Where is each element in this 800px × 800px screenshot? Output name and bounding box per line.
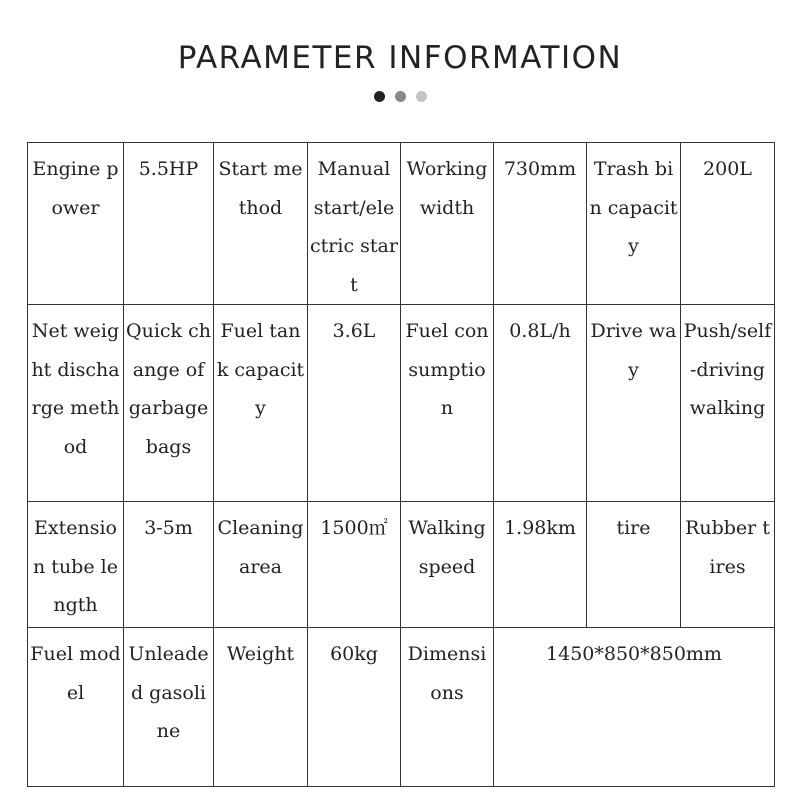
table-row [28, 502, 775, 628]
cell-working-width-label: Working width [401, 143, 494, 305]
cell-extension-tube-length-label: Extension tube length [28, 502, 124, 628]
cell-walking-speed-value: 1.98km [494, 502, 587, 628]
cell-cleaning-area-value: 1500㎡ [308, 502, 401, 628]
table-row [28, 628, 775, 787]
cell-walking-speed-label: Walking speed [401, 502, 494, 628]
cell-fuel-tank-capacity-label: Fuel tank capacity [214, 305, 308, 502]
page-title: PARAMETER INFORMATION [177, 40, 623, 76]
cell-extension-tube-length-value: 3-5m [124, 502, 214, 628]
cell-fuel-model-label: Fuel model [28, 628, 124, 787]
carousel-indicator [0, 91, 800, 102]
table-row [28, 305, 775, 502]
cell-trash-bin-capacity-value: 200L [681, 143, 775, 305]
cell-weight-value: 60kg [308, 628, 401, 787]
carousel-dot-2[interactable] [395, 91, 406, 102]
cell-start-method-label: Start method [214, 143, 308, 305]
cell-dimensions-label: Dimensions [401, 628, 494, 787]
table-row [28, 143, 775, 305]
cell-weight-label: Weight [214, 628, 308, 787]
cell-tire-label: tire [587, 502, 681, 628]
cell-drive-way-value: Push/self-driving walking [681, 305, 775, 502]
carousel-dot-3[interactable] [416, 91, 427, 102]
cell-fuel-consumption-label: Fuel consumption [401, 305, 494, 502]
cell-dimensions-value: 1450*850*850mm [494, 628, 775, 787]
cell-working-width-value: 730mm [494, 143, 587, 305]
cell-start-method-value: Manual start/electric start [308, 143, 401, 305]
cell-trash-bin-capacity-label: Trash bin capacity [587, 143, 681, 305]
cell-engine-power-value: 5.5HP [124, 143, 214, 305]
cell-engine-power-label: Engine power [28, 143, 124, 305]
cell-discharge-method-value: Quick change of garbage bags [124, 305, 214, 502]
cell-tire-value: Rubber tires [681, 502, 775, 628]
parameter-table [27, 142, 775, 787]
cell-cleaning-area-label: Cleaning area [214, 502, 308, 628]
cell-drive-way-label: Drive way [587, 305, 681, 502]
carousel-dot-1[interactable] [374, 91, 385, 102]
cell-fuel-model-value: Unleaded gasoline [124, 628, 214, 787]
cell-fuel-tank-capacity-value: 3.6L [308, 305, 401, 502]
cell-fuel-consumption-value: 0.8L/h [494, 305, 587, 502]
cell-discharge-method-label: Net weight discharge method [28, 305, 124, 502]
